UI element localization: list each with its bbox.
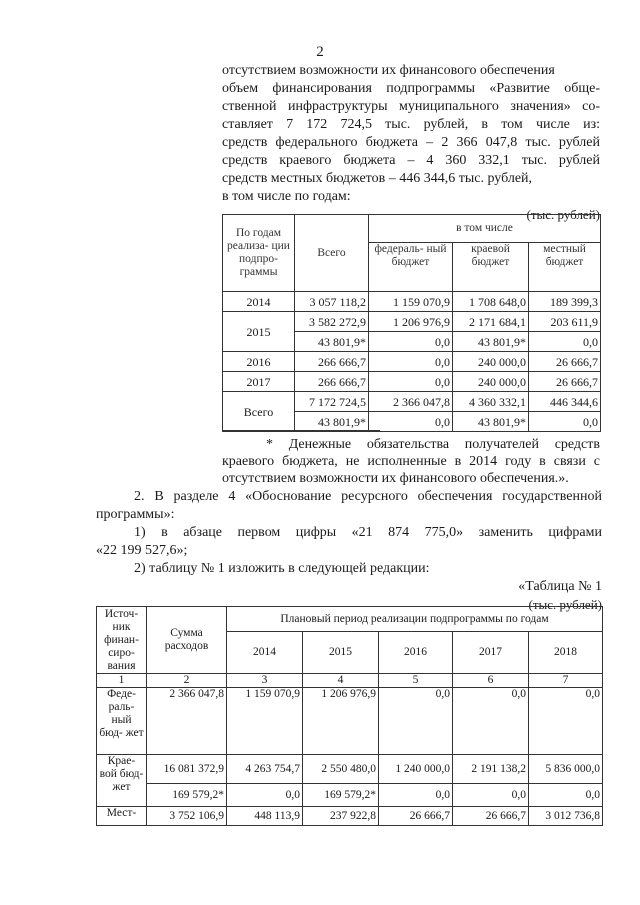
column-number: 6 [453,674,529,688]
table-row [97,807,603,826]
intro-text [222,62,600,224]
footnote-line: * Денежные обязательства получателей средств [266,437,600,452]
cell-value: 169 579,2* [303,784,379,807]
table-row [97,755,603,784]
header-including: в том числе [369,215,601,243]
header-period: По годам реализа- ции подпро- граммы [223,215,295,292]
cell-value: 1 159 070,9 [227,688,303,755]
row-year: 2017 [223,372,295,392]
intro-line: отсутствием возможности их финансового обеспечения [222,63,555,78]
cell-value: 169 579,2* [147,784,227,807]
cell-value: 1 206 976,9 [303,688,379,755]
header-regional: краевой бюджет [453,242,529,292]
cell-federal: 0,0 [369,372,453,392]
cell-value: 5 836 000,0 [529,755,603,784]
cell-value: 0,0 [227,784,303,807]
table-row [97,784,603,807]
header-planned-period: Плановый период реализации подпрограммы по годам [227,607,603,632]
header-year: 2017 [453,632,529,674]
para-line: 2) таблицу № 1 изложить в следующей редакции: [134,561,430,576]
intro-line: ственной инфраструктуры муниципального значения» со- [222,99,600,114]
table-row [223,372,601,392]
cell-local: 0,0 [529,332,601,352]
row-year: 2016 [223,352,295,372]
cell-value: 448 113,9 [227,807,303,826]
source-federal: Феде- раль- ный бюд- жет [97,688,147,755]
header-total: Всего [295,215,369,292]
para-line: программы»: [96,507,175,522]
intro-line: средств краевого бюджета – 4 360 332,1 тыс. рублей [222,153,600,168]
cell-value: 0,0 [453,688,529,755]
cell-value: 0,0 [453,784,529,807]
footnote [222,436,600,487]
cell-local: 203 611,9 [529,312,601,332]
table-no-1 [96,606,603,826]
cell-federal: 0,0 [369,332,453,352]
table-row [223,392,601,412]
cell-total: 266 666,7 [295,352,369,372]
cell-value: 16 081 372,9 [147,755,227,784]
row-year: 2014 [223,292,295,312]
cell-local: 26 666,7 [529,372,601,392]
intro-line: средств федерального бюджета – 2 366 047,8 тыс. рублей [222,135,600,150]
cell-regional: 4 360 332,1 [453,392,529,412]
para-line: 2. В разделе 4 «Обоснование ресурсного обеспечения государственной [134,489,602,504]
column-number: 3 [227,674,303,688]
cell-value: 26 666,7 [379,807,453,826]
header-sum: Сумма расходов [147,607,227,674]
cell-value: 0,0 [529,688,603,755]
footnote-line: краевого бюджета, не исполненные в 2014 году в связи с [222,454,600,469]
cell-local: 0,0 [529,412,601,432]
column-number: 7 [529,674,603,688]
cell-local: 446 344,6 [529,392,601,412]
cell-value: 26 666,7 [453,807,529,826]
column-number: 2 [147,674,227,688]
cell-federal: 2 366 047,8 [369,392,453,412]
financing-by-year-table [222,214,601,432]
table-row [223,352,601,372]
cell-regional: 240 000,0 [453,352,529,372]
cell-total: 266 666,7 [295,372,369,392]
cell-total: 3 057 118,2 [295,292,369,312]
header-year: 2014 [227,632,303,674]
column-number: 4 [303,674,379,688]
cell-total: 43 801,9* [295,412,369,432]
cell-regional: 43 801,9* [453,332,529,352]
cell-total: 7 172 724,5 [295,392,369,412]
cell-regional: 240 000,0 [453,372,529,392]
cell-regional: 2 171 684,1 [453,312,529,332]
header-year: 2018 [529,632,603,674]
cell-federal: 1 206 976,9 [369,312,453,332]
row-year: Всего [223,392,295,432]
cell-federal: 1 159 070,9 [369,292,453,312]
amendment-text [96,488,602,614]
source-regional: Крае- вой бюд- жет [97,755,147,807]
cell-value: 0,0 [379,784,453,807]
cell-local: 26 666,7 [529,352,601,372]
footnote-line: отсутствием возможности их финансового обеспечения.». [222,471,569,486]
table-row [223,292,601,312]
cell-total: 3 582 272,9 [295,312,369,332]
cell-value: 0,0 [379,688,453,755]
cell-federal: 0,0 [369,412,453,432]
cell-regional: 1 708 648,0 [453,292,529,312]
table-row [223,312,601,332]
header-source: Источ- ник финан- сиро- вания [97,607,147,674]
cell-total: 43 801,9* [295,332,369,352]
cell-value: 1 240 000,0 [379,755,453,784]
intro-line: средств местных бюджетов – 446 344,6 тыс. рублей, [222,171,533,186]
table-row [97,688,603,755]
page-number: 2 [316,44,324,60]
footnote-divider [222,430,380,431]
cell-regional: 43 801,9* [453,412,529,432]
source-local: Мест- [97,807,147,826]
intro-line: объем финансирования подпрограммы «Развитие обще- [222,81,600,96]
header-local: местный бюджет [529,242,601,292]
para-line: «22 199 527,6»; [96,543,188,558]
column-number: 5 [379,674,453,688]
cell-value: 0,0 [529,784,603,807]
cell-federal: 0,0 [369,352,453,372]
para-line: 1) в абзаце первом цифры «21 874 775,0» заменить цифрами [134,525,602,540]
cell-value: 3 752 106,9 [147,807,227,826]
cell-local: 189 399,3 [529,292,601,312]
cell-value: 2 550 480,0 [303,755,379,784]
intro-line: в том числе по годам: [222,189,351,204]
row-year: 2015 [223,312,295,352]
cell-value: 2 191 138,2 [453,755,529,784]
cell-value: 4 263 754,7 [227,755,303,784]
column-number: 1 [97,674,147,688]
header-year: 2015 [303,632,379,674]
table2-caption: «Таблица № 1 [518,579,602,594]
cell-value: 2 366 047,8 [147,688,227,755]
cell-value: 237 922,8 [303,807,379,826]
table1-unit: (тыс. рублей) [526,207,600,222]
header-federal: федераль- ный бюджет [369,242,453,292]
intro-line: ставляет 7 172 724,5 тыс. рублей, в том числе из: [222,117,600,132]
cell-value: 3 012 736,8 [529,807,603,826]
table2-unit: (тыс. рублей) [528,597,602,612]
header-year: 2016 [379,632,453,674]
